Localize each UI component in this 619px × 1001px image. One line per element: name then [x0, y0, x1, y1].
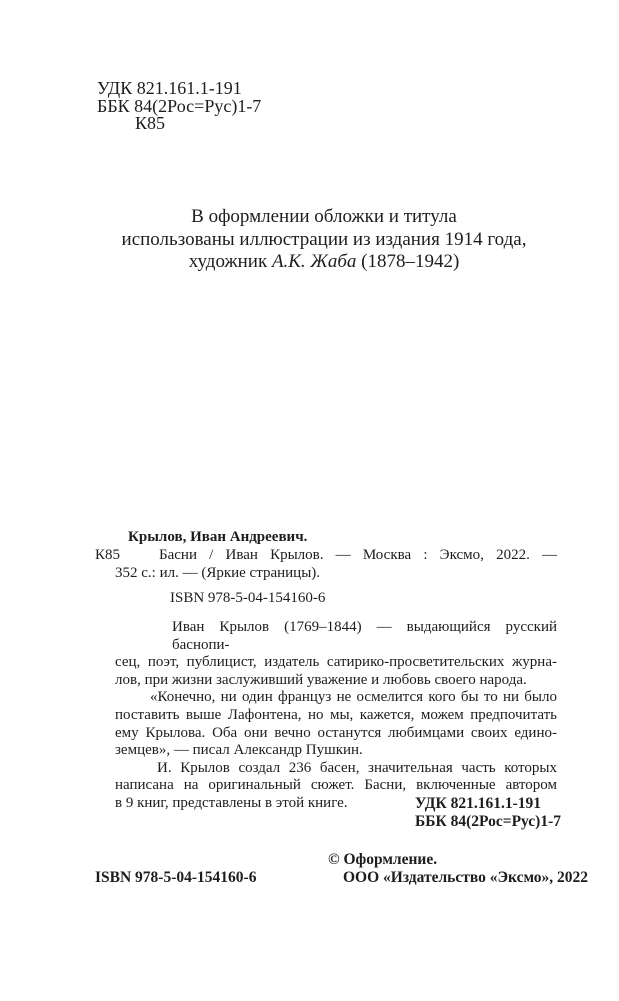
annotation — [115, 619, 557, 813]
annotation-line: «Конечно, ни один француз не осмелится кого бы то ни было — [150, 689, 557, 706]
annotation-line: лов, при жизни заслуживший уважение и любовь своего народа. — [115, 671, 527, 688]
illustration-credit — [74, 206, 574, 274]
annotation-line: сец, поэт, публицист, издатель сатирико-просветительских журна- — [115, 654, 557, 671]
annotation-line: ему Крылова. Оба они вечно останутся любимцами своих едино- — [115, 724, 557, 741]
credit-artist-prefix: художник — [188, 251, 268, 272]
annotation-line: поставить выше Лафонтена, но мы, кажется, можем предпочитать — [115, 706, 557, 723]
footer-isbn: ISBN 978-5-04-154160-6 — [95, 869, 257, 886]
bibliographic-line-1: Басни / Иван Крылов. — Москва : Эксмо, 2022. — — [159, 547, 557, 563]
annotation-line: И. Крылов создал 236 басен, значительная часть которых — [157, 759, 557, 776]
credit-line-2: использованы иллюстрации из издания 1914 года, — [121, 228, 527, 250]
udk-code-bottom: УДК 821.161.1-191 — [415, 795, 541, 812]
catalog-entry — [95, 528, 557, 607]
copyright-line-1: © Оформление. — [328, 851, 438, 868]
bottom-classification-codes — [415, 795, 561, 830]
credit-line-3 — [74, 251, 574, 274]
annotation-line: земцев», — писал Александр Пушкин. — [115, 742, 363, 759]
bbk-code-bottom: ББК 84(2Рос=Рус)1-7 — [415, 812, 562, 830]
artist-name: А.К. Жаба — [271, 251, 357, 272]
bbk-code: ББК 84(2Рос=Рус)1-7 — [97, 95, 262, 116]
author-heading: Крылов, Иван Андреевич. — [128, 529, 308, 545]
annotation-line: написана на оригинальный сюжет. Басни, включенные автором — [115, 777, 557, 794]
credit-line-1: В оформлении обложки и титула — [191, 206, 457, 227]
udk-code: УДК 821.161.1-191 — [97, 78, 242, 98]
top-classification-codes — [97, 80, 261, 133]
annotation-line: Иван Крылов (1769–1844) — выдающийся русский баснопи- — [172, 619, 557, 653]
catalog-code: К85 — [95, 547, 121, 563]
copyright-notice — [328, 851, 588, 887]
catalog-code-top: К85 — [135, 113, 166, 133]
artist-years: (1878–1942) — [361, 251, 460, 272]
bibliographic-line-2: 352 с.: ил. — (Яркие страницы). — [115, 565, 321, 581]
annotation-line: в 9 книг, представлены в этой книге. — [115, 794, 348, 811]
annotation-paragraph-2 — [115, 689, 557, 759]
copyright-line-2: ООО «Издательство «Эксмо», 2022 — [343, 868, 589, 886]
annotation-paragraph-1 — [115, 619, 557, 689]
isbn-number: ISBN 978-5-04-154160-6 — [170, 590, 326, 606]
